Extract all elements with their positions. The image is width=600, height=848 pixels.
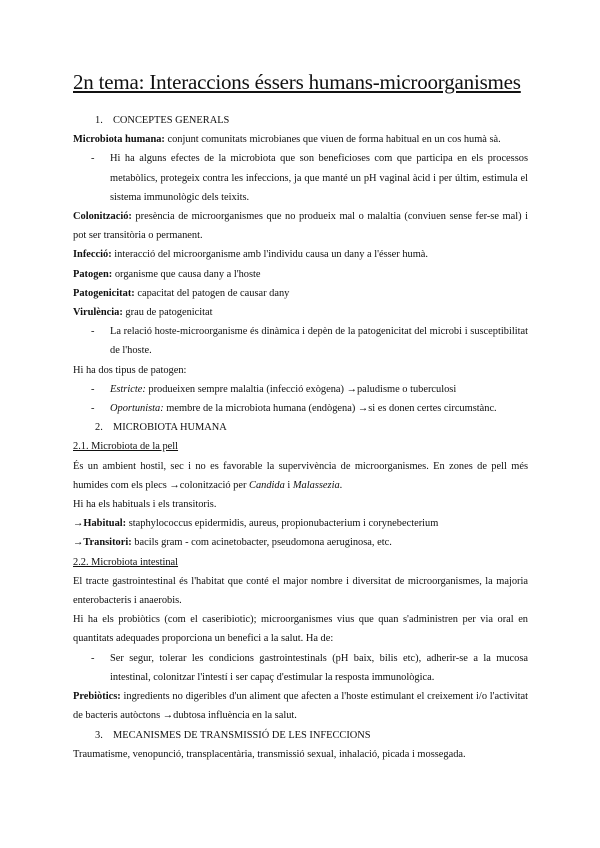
list-item: - Estricte: produeixen sempre malaltia (infecció exògena) →paludisme o tuberculosi: [73, 380, 528, 399]
section-number: 3.: [95, 729, 103, 741]
definition-transitori: →Transitori: bacils gram - com acinetobacter, pseudomona aeruginosa, etc.: [73, 537, 392, 549]
bullet-dash: -: [91, 403, 95, 415]
section-label: CONCEPTES GENERALS: [113, 115, 230, 126]
paragraph-intestinal: El tracte gastrointestinal és l'habitat que conté el major nombre i diversitat de microorganismes, la majoria enterobacteris i anaerobis.: [73, 575, 528, 607]
list-item: - Oportunista: membre de la microbiota humana (endògena) →si es donen certes circumstànc.: [73, 399, 528, 418]
section-heading-2: [73, 418, 528, 437]
definition-microbiota: Microbiota humana: conjunt comunitats microbianes que viuen de forma habitual en un cos humà sà.: [73, 134, 501, 146]
definition-infeccio: Infecció: interacció del microorganisme amb l'individu causa un dany a l'ésser humà.: [73, 249, 429, 261]
tipus-patogen-intro: Hi ha dos tipus de patogen:: [73, 364, 187, 376]
list-item: - La relació hoste-microorganisme és dinàmica i depèn de la patogenicitat del microbi i susceptibilitat de l'hoste.: [73, 322, 528, 360]
section-label: MICROBIOTA HUMANA: [113, 422, 227, 434]
list-item: - Hi ha alguns efectes de la microbiota que son beneficioses com que participa en els processos metabòlics, protegeix contra les infeccions, ja que manté un pH vaginal àcid i per últim, estimula el sistema immunològic dels teixits.: [73, 149, 528, 207]
definition-colonitzacio: Colonització: presència de microorganismes que no produeix mal o malaltia (conviuen sense fer-se mal) i pot ser transitòria o permanent.: [73, 211, 528, 242]
section-label: MECANISMES DE TRANSMISSIÓ DE LES INFECCIONS: [113, 729, 371, 741]
definition-patogenicitat: Patogenicitat: capacitat del patogen de causar dany: [73, 287, 290, 299]
document-page: [73, 70, 528, 764]
section-number: 2.: [95, 422, 103, 434]
paragraph-pell: És un ambient hostil, sec i no es favorable la supervivència de microorganismes. En zones de pell més humides com els plecs →colonització per Candida i Malassezia.: [73, 460, 528, 491]
bullet-dash: -: [91, 326, 95, 338]
definition-habitual: →Habitual: staphylococcus epidermidis, aureus, propionubacterium i corynebecterium: [73, 518, 439, 530]
paragraph-habituals: Hi ha els habituals i els transitoris.: [73, 499, 217, 511]
paragraph-probiotics: Hi ha els probiòtics (com el caseribiotic); microorganismes vius que quan s'administren per via oral en quantitats adequades proporciona un benefici a la salut. Ha de:: [73, 614, 528, 645]
definition-prebiotics: Prebiòtics: ingredients no digeribles d'un aliment que afecten a l'hoste estimulant el creixement i/o l'activitat de bacteris autòctons →dubtosa influència en la salut.: [73, 691, 528, 722]
list-item: - Ser segur, tolerar les condicions gastrointestinals (pH baix, bilis etc), adherir-se a la mucosa intestinal, colonitzar l'intestí i ser capaç d'estimular la resposta immunològica.: [73, 649, 528, 687]
page-title: 2n tema: Interaccions éssers humans-microorganismes: [73, 70, 521, 94]
section-heading-3: [73, 726, 528, 745]
definition-virulencia: Virulència: grau de patogenicitat: [73, 307, 213, 319]
section-heading-1: [73, 111, 528, 130]
bullet-dash: -: [91, 383, 95, 395]
bullet-dash: -: [91, 153, 95, 165]
section-number: 1.: [95, 115, 103, 126]
subsection-heading-intestinal: 2.2. Microbiota intestinal: [73, 556, 179, 568]
bullet-dash: -: [91, 652, 95, 664]
subsection-heading-pell: 2.1. Microbiota de la pell: [73, 441, 179, 453]
definition-patogen: Patogen: organisme que causa dany a l'hoste: [73, 268, 261, 280]
paragraph-transmissio: Traumatisme, venopunció, transplacentària, transmissió sexual, inhalació, picada i mossegada.: [73, 748, 466, 760]
